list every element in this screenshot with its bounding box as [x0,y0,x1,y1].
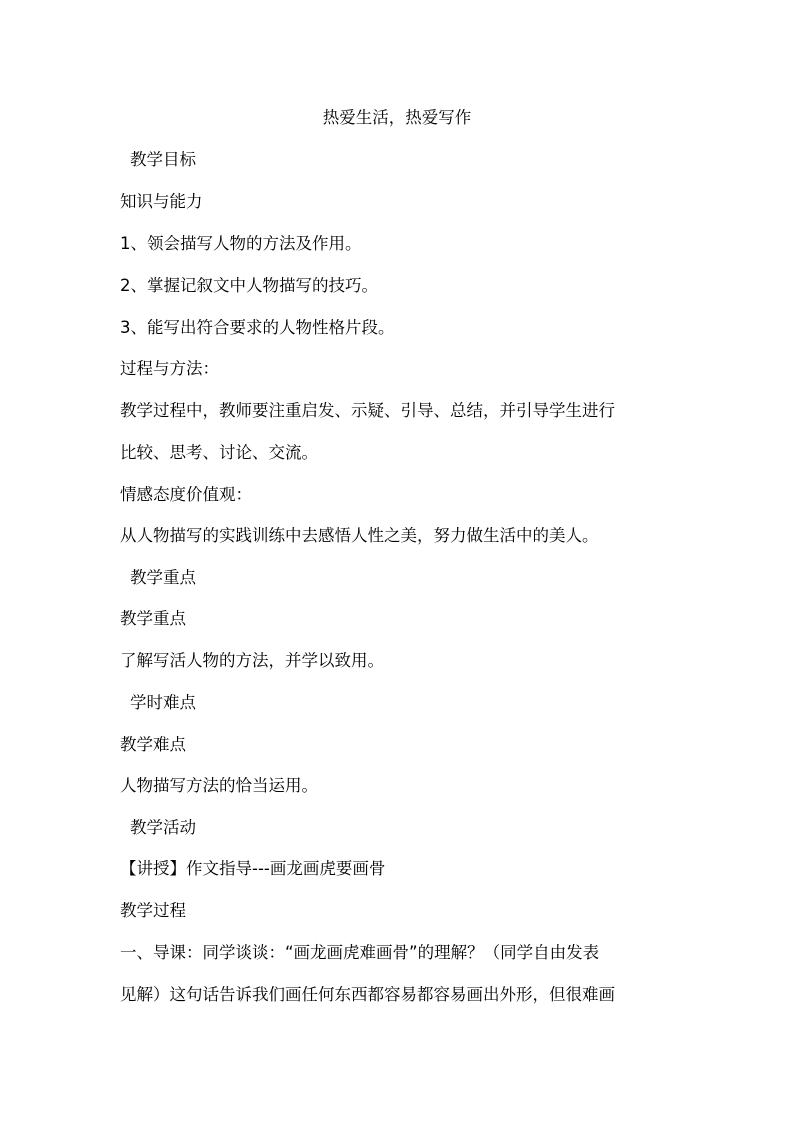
paragraph-line: 了解写活人物的方法，并学以致用。 [120,651,384,670]
paragraph-line: 1、领会描写人物的方法及作用。 [120,234,362,253]
document-title: 热爱生活，热爱写作 [322,108,472,127]
section-heading-teaching-goals: 教学目标 [130,150,196,169]
subheading-knowledge-ability: 知识与能力 [120,192,203,211]
subheading-teaching-process: 教学过程 [120,901,186,920]
section-heading-activities: 教学活动 [130,818,196,837]
paragraph-line: 一、导课：同学谈谈：“画龙画虎难画骨”的理解？（同学自由发表 [120,943,600,962]
subheading-difficulties: 教学难点 [120,735,186,754]
paragraph-line: 见解）这句话告诉我们画任何东西都容易都容易画出外形，但很难画 [120,985,615,1004]
subheading-process-method: 过程与方法： [120,359,219,378]
activity-title: 【讲授】作文指导---画龙画虎要画骨 [120,859,386,878]
section-heading-key-points: 教学重点 [130,568,196,587]
paragraph-line: 比较、思考、讨论、交流。 [120,443,318,462]
paragraph-line: 从人物描写的实践训练中去感悟人性之美，努力做生活中的美人。 [120,526,599,545]
paragraph-line: 教学过程中，教师要注重启发、示疑、引导、总结，并引导学生进行 [120,401,615,420]
paragraph-line: 2、掌握记叙文中人物描写的技巧。 [120,276,378,295]
subheading-values: 情感态度价值观： [120,485,252,504]
paragraph-line: 人物描写方法的恰当运用。 [120,776,318,795]
subheading-key-points: 教学重点 [120,609,186,628]
paragraph-line: 3、能写出符合要求的人物性格片段。 [120,318,395,337]
section-heading-difficulties: 学时难点 [130,693,196,712]
